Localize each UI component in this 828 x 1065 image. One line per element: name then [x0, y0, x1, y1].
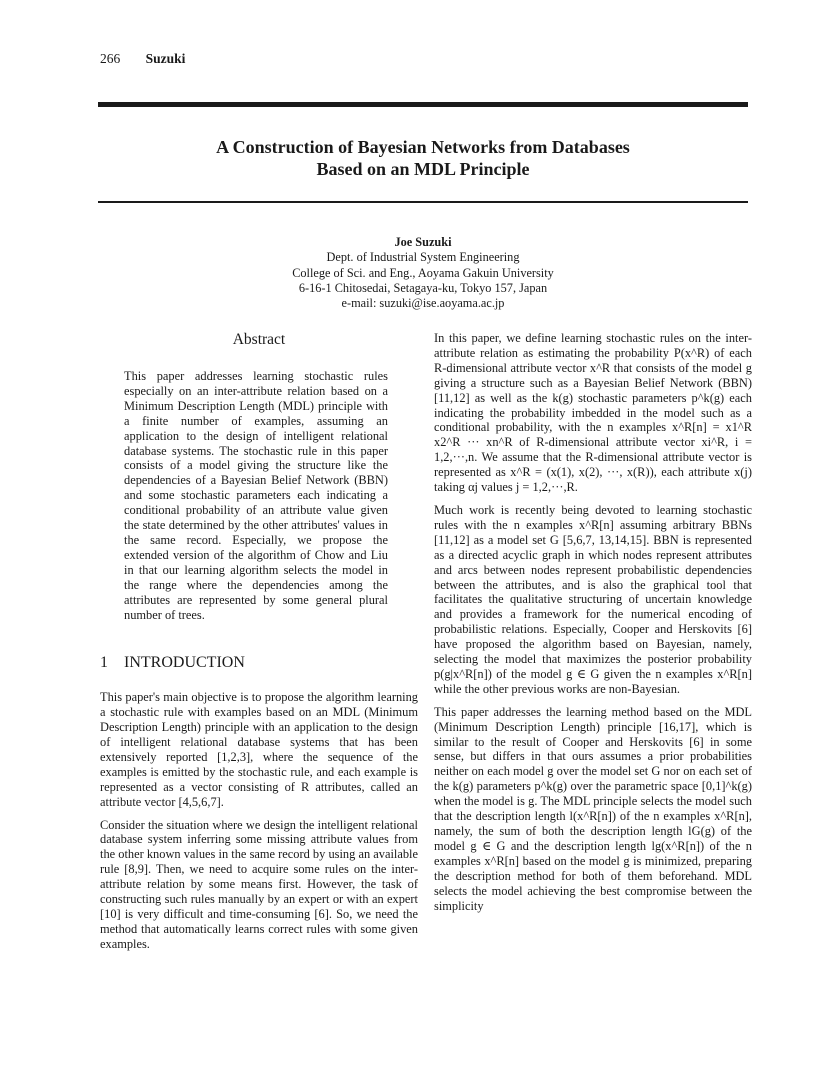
page-number: 266 [100, 51, 121, 66]
title-rule-bottom [98, 201, 748, 203]
right-paragraph-2: Much work is recently being devoted to learning stochastic rules with the n examples x^R[n] assuming arbitrary BBNs [11,12] as a model set G [5,6,7, 13,14,15]. BBN is represented as a directed acyclic graph in which nodes represent attributes and arcs between nodes represent probabilistic dependencies between the attributes, and is also the graphical tool that facilitates the qualitative structuring of uncertain knowledge and provides a framework for the numerical encoding of probabilistic relations. Especially, Cooper and Herskovits [6] have proposed the algorithm based on Bayesian, namely, selecting the model that maximizes the posterior probability p(g|x^R[n]) of the model g ∈ G given the n examples x^R[n] while the other previous works are non-Bayesian. [434, 502, 752, 696]
running-head [100, 51, 185, 67]
abstract-heading: Abstract [232, 331, 286, 348]
author-name: Joe Suzuki [394, 235, 452, 249]
abstract-body: This paper addresses learning stochastic rules especially on an inter-attribute relation based on a Minimum Description Length (MDL) principle with a finite number of examples, assuming an application to the design of intelligent relational database systems. The stochastic rule in this paper consists of a model giving the structure like the dependencies of a Bayesian Belief Network (BBN) and some stochastic parameters each indicating a conditional probability of an attribute value given the state determined by the other attributes' values in the same record. Especially, we propose the extended version of the algorithm of Chow and Liu in that our learning algorithm selects the model in the range where the dependencies among the attributes are represented by some general plural number of trees. [124, 369, 388, 622]
paper-title-line-2: Based on an MDL Principle [316, 159, 530, 179]
author-college: College of Sci. and Eng., Aoyama Gakuin University [292, 265, 554, 280]
author-email: e-mail: suzuki@ise.aoyama.ac.jp [341, 296, 505, 311]
running-head-author: Suzuki [145, 51, 186, 66]
left-column [100, 331, 418, 960]
intro-paragraph-1: This paper's main objective is to propose the algorithm learning a stochastic rule with examples based on an MDL (Minimum Description Length) principle with an application to the design of intelligent relational database systems that has been extensively reported [1,2,3], where the sequence of the examples is emitted by the stochastic rule, and each example is represented as a vector consisting of R attributes, called an attribute vector [4,5,6,7]. [100, 690, 418, 809]
right-paragraph-3: This paper addresses the learning method based on the MDL (Minimum Description Length) principle [16,17], which is similar to the result of Cooper and Herskovits [6] in some sense, but differs in that ours assumes a prior probabilities neither on each model g over the model set G nor on each set of the k(g) parameters p^k(g) over the parametric space [0,1]^k(g) when the model is g. The MDL principle selects the model such that the description length l(x^R[n]) of the n examples x^R[n], namely, the sum of both the description length lG(g) of the model g ∈ G and the description length lg(x^R[n]) of the n examples x^R[n] based on the model g is minimized, preparing the description method for both of them beforehand. MDL selects the model achieving the best compromise between the simplicity [434, 704, 752, 913]
right-paragraph-1: In this paper, we define learning stochastic rules on the inter-attribute relation as estimating the probability P(x^R) of each R-dimensional attribute vector x^R that consists of the model g giving a structure such as a Bayesian Belief Network (BBN) [11,12] as well as the k(g) stochastic parameters p^k(g) each indicating the probability imbedded in the model such as a conditional probability, with the n examples x^R[n] = x1^R x2^R ··· xn^R of R-dimensional attribute vector xi^R, i = 1,2,···,n. We assume that the R-dimensional attribute vector is represented as x^R = (x(1), x(2), ···, x(R)), each attribute x(j) taking αj values j = 1,2,···,R. [434, 331, 752, 495]
author-address: 6-16-1 Chitosedai, Setagaya-ku, Tokyo 157, Japan [298, 280, 548, 295]
paper-title [98, 136, 748, 180]
author-block [98, 235, 748, 311]
section-title: INTRODUCTION [124, 654, 245, 672]
author-department: Dept. of Industrial System Engineering [326, 250, 520, 265]
intro-paragraph-2: Consider the situation where we design the intelligent relational database system inferring some missing attribute values from the other known values in the same record by using an available rule [8,9]. Then, we need to acquire some rules on the inter-attribute relation by some means first. However, the task of constructing such rules manually by an expert or with an expert [10] is very difficult and time-consuming [6]. So, we need the method that automatically learns correct rules with some given examples. [100, 817, 418, 951]
section-number: 1 [100, 654, 108, 672]
paper-title-line-1: A Construction of Bayesian Networks from Databases [216, 137, 630, 157]
right-column [434, 331, 752, 921]
title-rule-top [98, 102, 748, 107]
section-heading-introduction [100, 656, 418, 671]
